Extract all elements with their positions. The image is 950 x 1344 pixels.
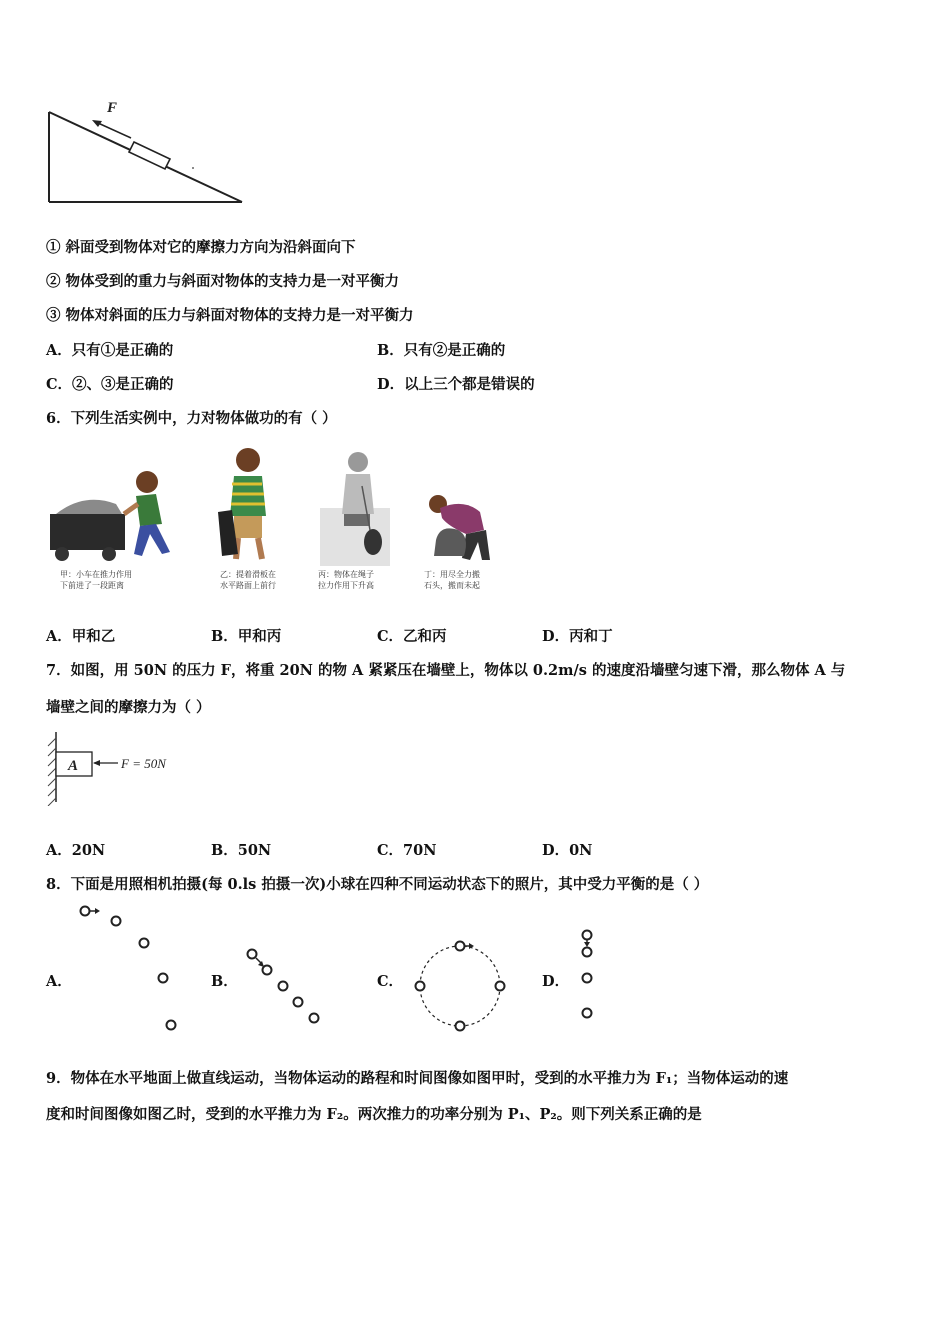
q6-caption-bing: 丙：物体在绳子 拉力作用下升高: [318, 570, 374, 590]
q6-option-b[interactable]: B．甲和丙: [211, 628, 282, 645]
block-on-incline: [129, 142, 170, 169]
q6-caption-ding: 丁：用尽全力搬 石头，搬而未起: [424, 570, 480, 590]
q9-stem-line1: 9．物体在水平地面上做直线运动，当物体运动的路程和时间图像如图甲时，受到的水平推力为 F₁；当物体运动的速: [46, 1070, 789, 1087]
force-arrow: [98, 123, 131, 138]
q5-option-c[interactable]: C．②、③是正确的: [46, 376, 174, 393]
incline-figure: [40, 95, 250, 210]
q6-picture-bing: [318, 450, 393, 568]
q8-figure-c: [410, 935, 510, 1035]
q5-option-a[interactable]: A．只有①是正确的: [46, 342, 174, 359]
q8-option-c[interactable]: C．: [377, 973, 404, 990]
q6-option-d[interactable]: D．丙和丁: [542, 628, 613, 645]
q5-option-d[interactable]: D．以上三个都是错误的: [377, 376, 535, 393]
q6-option-c[interactable]: C．乙和丙: [377, 628, 447, 645]
q7-option-c[interactable]: C．70N: [377, 842, 437, 859]
wall-block-figure: [44, 728, 194, 806]
q7-option-a[interactable]: A．20N: [46, 842, 106, 859]
q8-option-d[interactable]: D．: [542, 973, 570, 990]
q5-option-b[interactable]: B．只有②是正确的: [377, 342, 506, 359]
q5-statement-1: ① 斜面受到物体对它的摩擦力方向为沿斜面向下: [46, 239, 356, 256]
q6-stem: 6．下列生活实例中，力对物体做功的有（ ）: [46, 410, 337, 427]
q6-picture-jia: [44, 464, 189, 564]
q6-picture-ding: [418, 490, 498, 565]
q6-caption-yi: 乙：提着滑板在 水平路面上前行: [220, 570, 276, 590]
q8-figure-b: [236, 940, 331, 1030]
q8-option-b[interactable]: B．: [211, 973, 238, 990]
q7-option-d[interactable]: D．0N: [542, 842, 593, 859]
q7-option-b[interactable]: B．50N: [211, 842, 272, 859]
force-label: F: [107, 100, 118, 116]
q6-picture-yi: [208, 444, 288, 566]
q6-option-a[interactable]: A．甲和乙: [46, 628, 116, 645]
q5-statement-2: ② 物体受到的重力与斜面对物体的支持力是一对平衡力: [46, 273, 400, 290]
q8-stem: 8．下面是用照相机拍摄(每 0.ls 拍摄一次)小球在四种不同运动状态下的照片，其中受力平衡的是（ ）: [46, 876, 709, 893]
q6-caption-jia: 甲：小车在推力作用 下前进了一段距离: [60, 570, 132, 590]
q7-stem-line2: 墙壁之间的摩擦力为（ ）: [46, 699, 211, 716]
q5-statement-3: ③ 物体对斜面的压力与斜面对物体的支持力是一对平衡力: [46, 307, 414, 324]
q9-stem-line2: 度和时间图像如图乙时，受到的水平推力为 F₂。两次推力的功率分别为 P₁、P₂。则下列关系正确的是: [46, 1106, 702, 1123]
q8-figure-a: [70, 900, 190, 1035]
block-a-label: A: [68, 758, 79, 774]
q8-figure-d: [572, 925, 602, 1025]
force-label: F = 50N: [121, 756, 166, 771]
q8-option-a[interactable]: A．: [46, 973, 72, 990]
q7-stem-line1: 7．如图，用 50N 的压力 F，将重 20N 的物 A 紧紧压在墙壁上，物体以 0.2m/s 的速度沿墙壁匀速下滑，那么物体 A 与: [46, 662, 846, 679]
